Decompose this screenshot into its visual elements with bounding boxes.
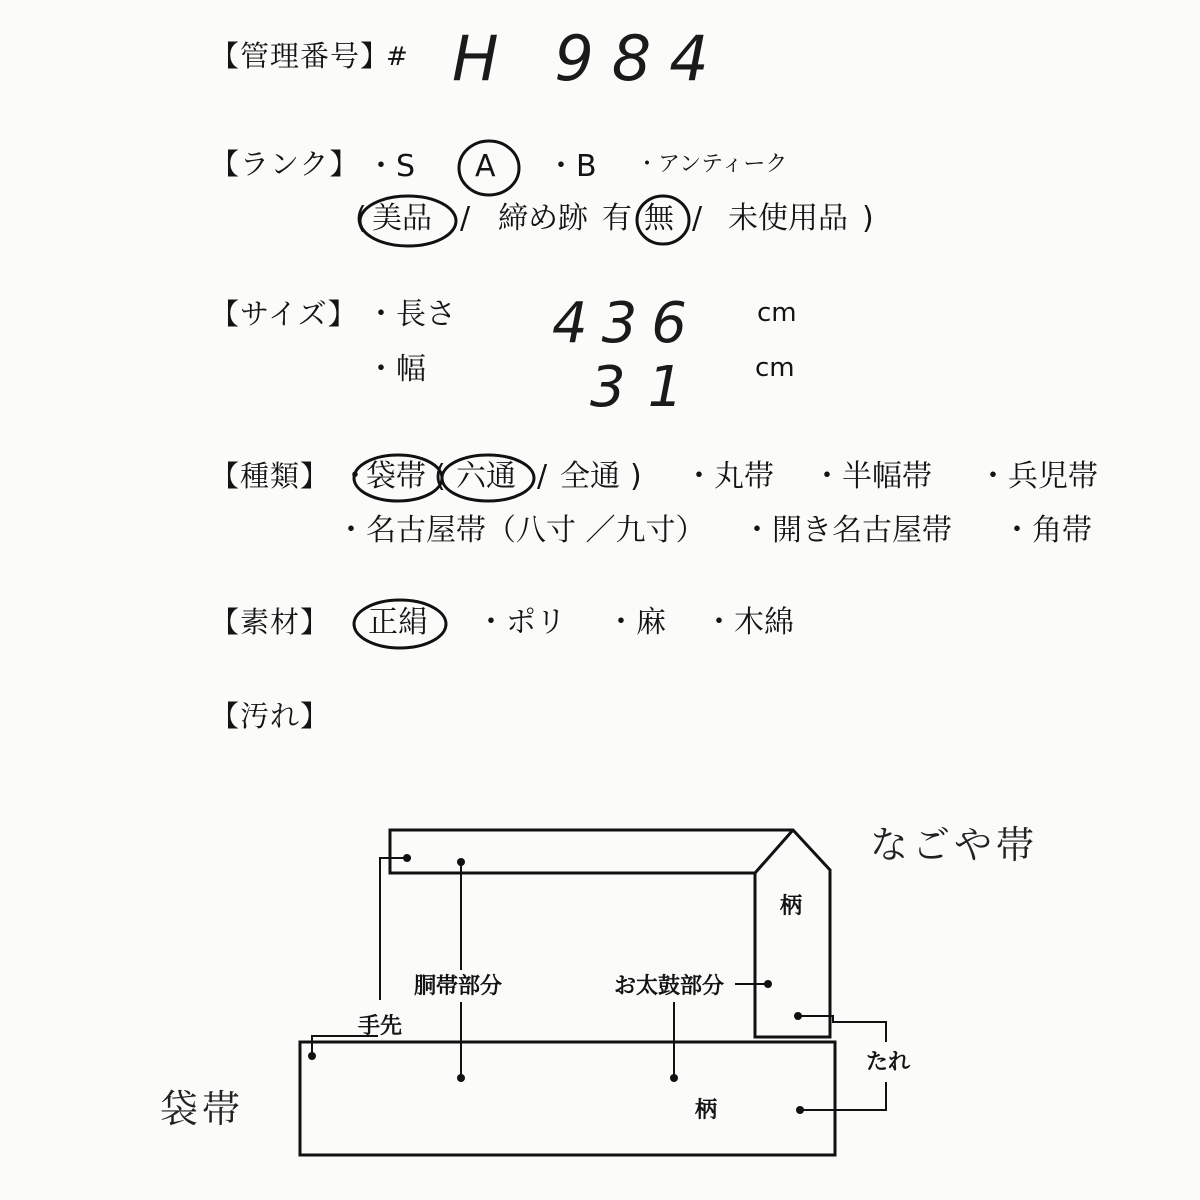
otaiko-label: お太鼓部分: [614, 974, 725, 999]
mgmt-hash: #: [386, 42, 408, 72]
point-otaiko-nagoya: [764, 980, 772, 988]
size-label: 【サイズ】: [210, 297, 358, 331]
kind-zentsu: 全通: [560, 459, 620, 494]
width-unit: cm: [755, 353, 795, 383]
material-asa: ・麻: [606, 605, 666, 640]
kind-label: 【種類】: [210, 459, 331, 493]
cond-nashi: 無: [644, 201, 674, 236]
material-shoken: 正絹: [368, 605, 428, 640]
cond-shimeato: 締め跡: [498, 201, 588, 236]
point-tare-fukuro: [796, 1106, 804, 1114]
cond-mishiyo: 未使用品: [728, 201, 848, 236]
dobu-label: 胴帯部分: [414, 974, 503, 999]
fukuro-obi-title: 袋帯: [160, 1087, 245, 1131]
rank-option-a: A: [475, 149, 496, 184]
kind-close-paren: ): [630, 459, 642, 494]
kind-fukuro: 袋帯: [366, 459, 426, 494]
tare-label: たれ: [866, 1050, 911, 1075]
point-otaiko-fukuro: [670, 1074, 678, 1082]
cond-close-paren: ): [862, 201, 874, 236]
kind-rokutsu: 六通: [456, 459, 516, 494]
width-label: ・幅: [366, 352, 426, 387]
fukuro-obi-outline: [300, 1042, 835, 1155]
material-momen: ・木綿: [704, 605, 794, 640]
pattern-nagoya: 柄: [780, 894, 803, 919]
kind-maruobi: ・丸帯: [684, 459, 774, 494]
rank-option-b: ・B: [546, 149, 597, 184]
rank-option-antique: ・アンティーク: [636, 152, 788, 177]
cond-open-paren: (: [355, 201, 367, 236]
stain-label: 【汚れ】: [210, 699, 331, 733]
tare-lower-line: [800, 1082, 886, 1110]
cond-mihin: 美品: [372, 201, 432, 236]
length-value: 436: [552, 291, 701, 356]
kind-nagoya: ・名古屋帯（八寸 ／九寸）: [336, 513, 706, 548]
material-poly: ・ポリ: [476, 605, 566, 640]
material-label: 【素材】: [210, 605, 331, 639]
point-tesaki-fukuro: [308, 1052, 316, 1060]
point-dobu-nagoya: [457, 858, 465, 866]
rank-option-s: ・S: [366, 149, 416, 184]
mgmt-number: H 984: [452, 22, 727, 95]
tesaki-upper-line: [380, 858, 411, 1000]
width-value: 31: [590, 355, 706, 420]
kind-sep: /: [537, 459, 548, 494]
nagoya-fold-line: [755, 830, 793, 873]
kind-hanhaba: ・半幅帯: [812, 459, 932, 494]
cond-sep-2: /: [692, 201, 703, 236]
kind-dot: ・: [340, 459, 370, 494]
mgmt-label: 【管理番号】: [210, 39, 391, 73]
rank-label: 【ランク】: [210, 147, 360, 181]
point-tesaki-nagoya: [403, 854, 411, 862]
kind-heko: ・兵児帯: [978, 459, 1098, 494]
cond-sep-1: /: [460, 201, 471, 236]
kind-kakuobi: ・角帯: [1002, 513, 1092, 548]
kind-open-paren: (: [434, 459, 446, 494]
length-unit: cm: [757, 298, 797, 328]
tesaki-label: 手先: [358, 1014, 403, 1039]
cond-ari: 有: [602, 201, 632, 236]
point-dobu-fukuro: [457, 1074, 465, 1082]
length-label: ・長さ: [366, 297, 456, 332]
nagoya-obi-title: なごや帯: [870, 823, 1039, 867]
point-tare-nagoya: [794, 1012, 802, 1020]
kind-hiraki-nagoya: ・開き名古屋帯: [742, 513, 952, 548]
pattern-fukuro: 柄: [695, 1098, 718, 1123]
